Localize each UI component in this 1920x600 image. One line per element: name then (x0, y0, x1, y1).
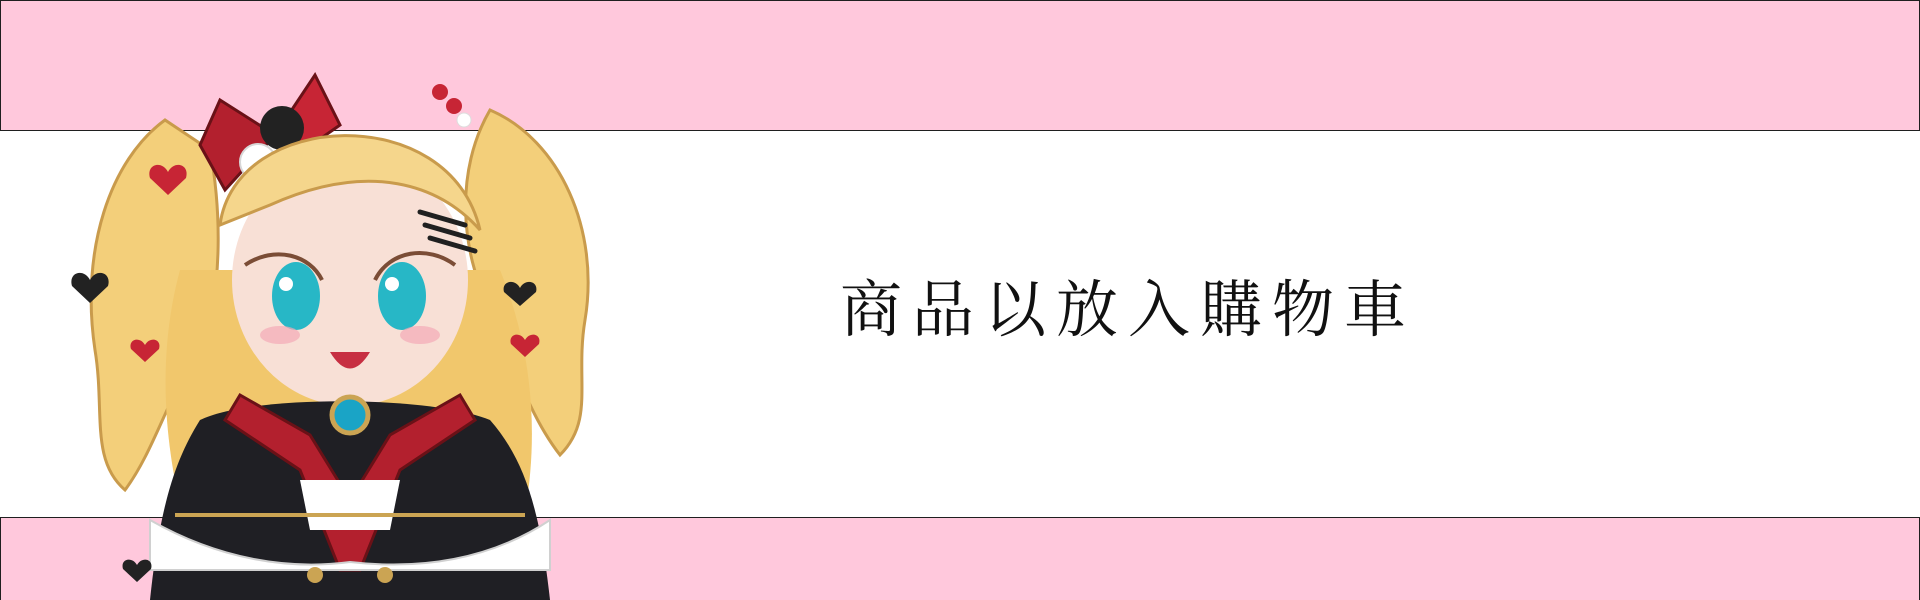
cart-added-message: 商品以放入購物車 (840, 273, 1417, 346)
right-eye-icon (378, 262, 426, 330)
left-eye-icon (272, 262, 320, 330)
outfit (150, 395, 550, 600)
anime-girl-illustration (70, 50, 630, 600)
gold-button-icon (307, 567, 323, 583)
gold-button-icon (377, 567, 393, 583)
blue-gem-icon (332, 397, 368, 433)
